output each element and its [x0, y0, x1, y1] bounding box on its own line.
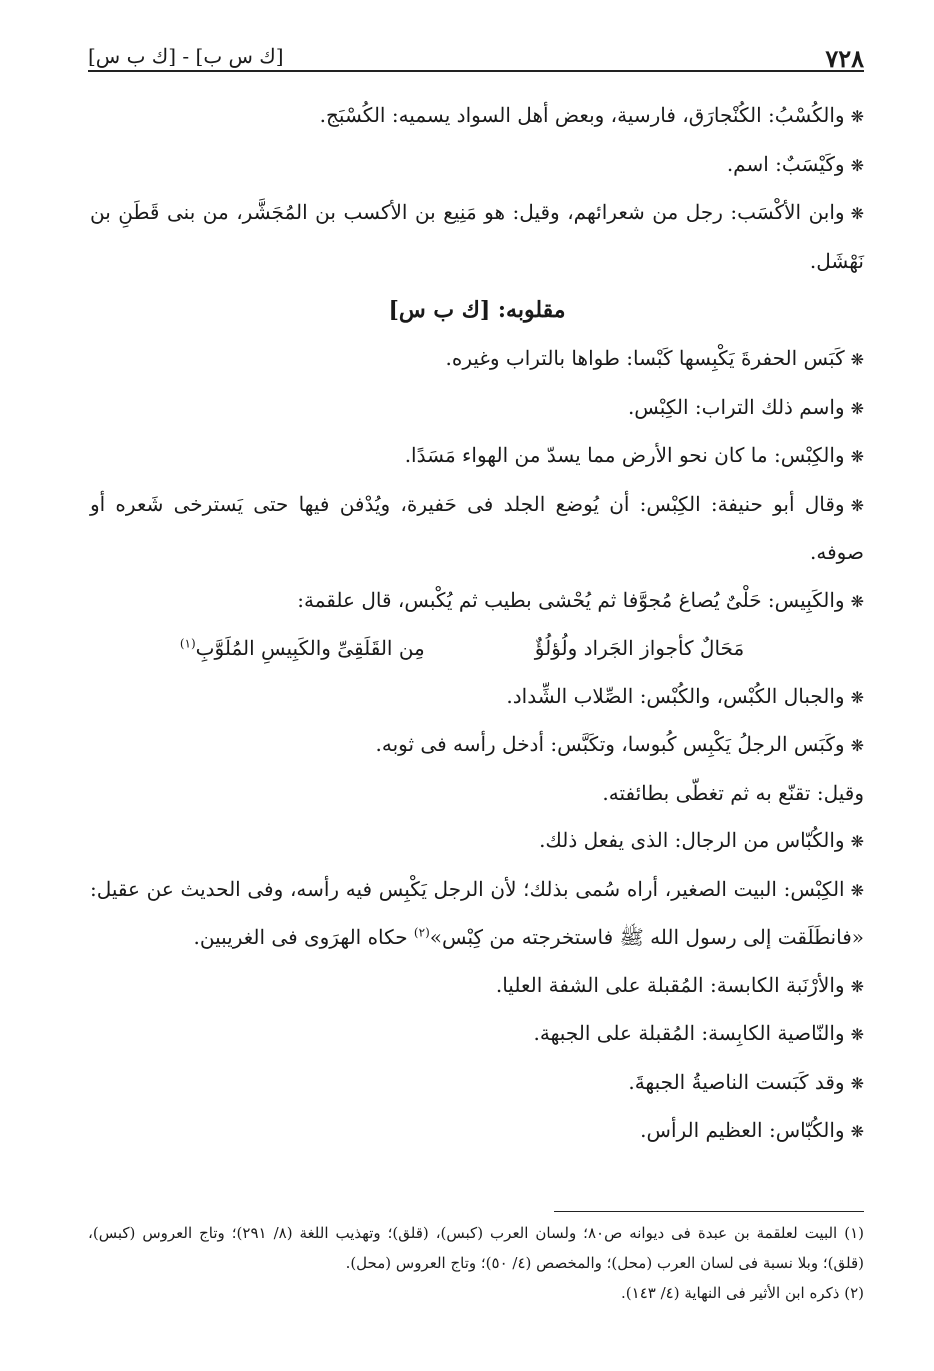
entry-paragraph: ❋والأرْنَبة الكابسة: المُقبلة على الشفة العليا. [495, 972, 864, 997]
entry-marker-icon: ❋ [850, 350, 864, 369]
entry-marker-icon: ❋ [850, 1073, 864, 1093]
verse-hemistich-first: مَحَالٌ كأجواز الجَراد ولُؤلُؤٌ [534, 636, 745, 660]
entry-paragraph: ❋وكَبَس الرجلُ يَكْبِس كُبوسا، وتكَبَّس: أدخل رأسه فى ثوبه. [375, 732, 864, 756]
verse-hemistich-second: مِن القَلَقِىِّ والكَبِيسِ المُلَوَّبِ$^{(١)}$ [179, 636, 425, 660]
poetry-verse [90, 625, 864, 673]
entry-paragraph: ❋والنّاصية الكابِسة: المُقبلة على الجبهة. [533, 1021, 864, 1045]
page-header [88, 40, 864, 72]
entry-paragraph: ❋والكِبْس: ما كان نحو الأرض مما يسدّ من الهواء مَسَدًا. [404, 443, 864, 467]
entry-marker-icon: ❋ [850, 832, 864, 851]
entry-paragraph: ❋كَبَس الحفرةَ يَكْبِسها كَبْسا: طواها بالتراب وغيره. [445, 346, 864, 370]
entry-marker-icon: ❋ [850, 687, 864, 707]
entry-marker-icon: ❋ [850, 107, 864, 126]
entry-marker-icon: ❋ [850, 155, 864, 175]
footnote-ref: (٢) [413, 925, 430, 940]
entry-paragraph: ❋والكُبّاس من الرجال: الذى يفعل ذلك. [539, 828, 864, 852]
page-number: ٧٢٨ [825, 44, 864, 73]
entry-marker-icon: ❋ [850, 591, 864, 611]
footnotes [88, 1218, 864, 1308]
main-text [90, 92, 864, 1156]
entry-paragraph: ❋والكُسْبُ: الكُنْجارَق، فارسية، وبعض أهل السواد يسميه: الكُسْبَج. [319, 103, 864, 127]
entry-paragraph: ❋والكَبِيس: حَلْىٌ يُصاغ مُجوَّفا ثم يُحْشى بطيب ثم يُكْبس، قال علقمة: [297, 587, 864, 612]
section-heading: مقلوبه: [ك ب س] [388, 297, 566, 323]
running-head: [ك س ب] - [ك ب س] [88, 44, 284, 68]
footnote: (٢) ذكره ابن الأثير فى النهاية (٤/ ١٤٣). [621, 1284, 864, 1302]
continuation-paragraph: وقيل: تقنّع به ثم تغطّى بطائفته. [602, 780, 864, 805]
entry-marker-icon: ❋ [850, 447, 864, 466]
entry-paragraph: ❋والكُبّاس: العظيم الرأس. [640, 1118, 864, 1142]
entry-marker-icon: ❋ [850, 1025, 864, 1044]
entry-marker-icon: ❋ [850, 976, 864, 996]
entry-marker-icon: ❋ [850, 880, 864, 900]
entry-paragraph: ❋وابن الأكْسَب: رجل من شعرائهم، وقيل: هو مَنِيع بن الأكسب بن المُجَشَّر، من بنى قَطَنِ بن نَهْشَل. [90, 200, 864, 273]
entry-marker-icon: ❋ [850, 398, 864, 418]
entry-marker-icon: ❋ [850, 204, 864, 223]
footnote-divider [554, 1211, 864, 1212]
footnote: (١) البيت لعلقمة بن عبدة فى ديوانه ص٨٠؛ ولسان العرب (كبس)، (قلق)؛ وتهذيب اللغة (٨/ ٢٩١)؛ وتاج العروس (كبس)، (قلق)؛ وبلا نسبة فى لسان العرب (محل)؛ والمخصص (٤/ ٥٠)؛ وتاج العروس (محل). [88, 1224, 864, 1272]
entry-paragraph: ❋والجبال الكُبْس، والكُبْس: الصِّلاب الشِّداد. [506, 683, 864, 708]
entry-marker-icon: ❋ [850, 495, 864, 515]
footnote-ref: (١) [179, 636, 196, 651]
entry-paragraph: ❋وكَيْسَبٌ: اسم. [726, 151, 864, 176]
entry-paragraph: ❋وقال أبو حنيفة: الكِبْس: أن يُوضع الجلد فى حَفيرة، ويُدْفن فيها حتى يَسترخى شَعره أو صوفه. [90, 491, 864, 564]
entry-paragraph: ❋وقد كَبَست الناصيةُ الجبهةَ. [628, 1069, 864, 1094]
entry-paragraph-hadith: ❋الكِبْس: البيت الصغير، أراه سُمى بذلك؛ لأن الرجل يَكْبِس فيه رأسه، وفى الحديث عن عقيل: «فانطَلَقت إلى رسول الله ﷺ فاستخرجته من كِبْس»$^{(٢)}$ حكاه الهرَوى فى الغريبين. [90, 876, 864, 949]
entry-paragraph: ❋واسم ذلك التراب: الكِبْس. [627, 394, 864, 419]
entry-marker-icon: ❋ [850, 736, 864, 755]
entry-marker-icon: ❋ [850, 1122, 864, 1141]
